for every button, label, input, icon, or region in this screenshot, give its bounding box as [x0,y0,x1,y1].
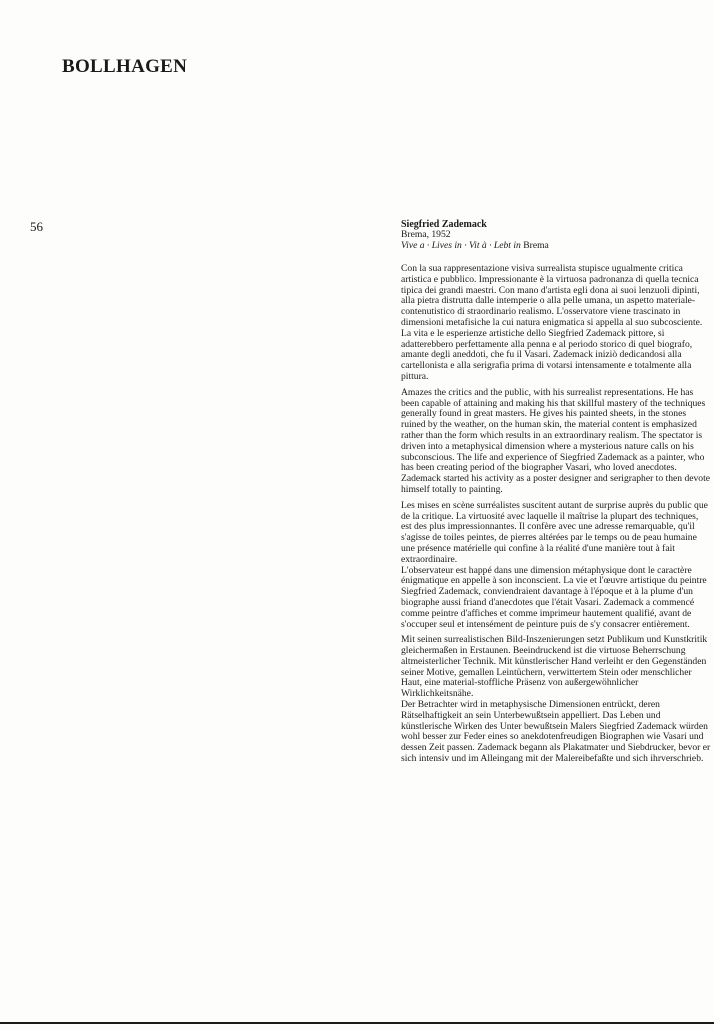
biography-french-part-2: L'observateur est happé dans une dimension métaphysique dont le caractère énigmatique en appelle à son inconscient. La vie et l'œuvre artistique du peintre Siegfried Zademack, conviendraient davantage à l'époque et à la plume d'un biographe aussi friand d'anecdotes que l'était Vasari. Zademack a commencé comme peintre d'affiches et comme imprimeur hautement qualifié, avant de s'occuper seul et intensément de peinture puis de s'y consacrer entièrement. [401,564,707,630]
biography-german-part-2: Der Betrachter wird in metaphysische Dimensionen entrückt, deren Rätselhaftigkeit an sein Unterbewußtsein appelliert. Das Leben und künstlerische Wirken des Unter bewußtsein Malers Siegfried Zademack würden wohl besser zur Feder eines so anekdotenfreudigen Biographen wie Vasari und dessen Zeit passen. Zademack begann als Plakatmater und Siebdrucker, bevor er sich intensiv und im Alleingang mit der Malereibefaßte und sich ihrverschrieb. [401,699,711,765]
birth-place-year: Brema, 1952 [401,229,451,240]
artist-surname-header: BOLLHAGEN [62,56,188,77]
residence-line [401,241,711,252]
residence-city: Brema [523,239,549,251]
biography-italian: Con la sua rappresentazione visiva surrealista stupisce ugualmente critica artistica e pubblico. Impressionante è la virtuosa padronanza di quella tecnica tipica dei grandi maestri. Con mano d'artista egli dona ai suoi lenzuoli dipinti, alla pietra distrutta dalle intemperie o alla pelle umana, un aspetto materiale-contenutistico di straordinario realismo. L'osservatore viene trascinato in dimensioni metafisiche la cui natura enigmatica si appella al suo subcosciente. La vita e le esperienze artistiche dello Siegfried Zademack pittore, si adatterebbero perfettamente alla penna e al periodo storico di quel biografo, amante degli aneddoti, che fu il Vasari. Zademack iniziò dedicandosi alla cartellonista e alla serigrafia prima di votarsi intensamente e totalmente alla pittura. [401,263,703,382]
bottom-divider [0,1022,714,1024]
artist-entry [401,219,711,770]
page-number: 56 [30,219,43,234]
biography-german-part-1: Mit seinen surrealistischen Bild-Inszenierungen setzt Publikum und Kunstkritik gleichermaßen in Erstaunen. Beeindruckend ist die virtuose Beherrschung altmeisterlicher Technik. Mit künstlerischer Hand verleiht er den Gegenständen seiner Motive, gemallen Leintüchern, verwittertem Stein oder menschlicher Haut, eine material-stoffliche Präsenz von außergewöhnlicher Wirklichkeitsnähe. [401,634,708,700]
residence-prefix: Vive a · Lives in · Vit à · Lebt in [401,239,521,251]
biography-french-part-1: Les mises en scène surréalistes suscitent autant de surprise auprès du public que de la critique. La virtuosité avec laquelle il maîtrise la plupart des techniques, est des plus impressionnantes. Il confère avec une adresse remarquable, qu'il s'agisse de toiles peintes, de pierres altérées par le temps ou de peau humaine une présence matérielle qui confine à la réalité d'une manière tout à fait extraordinaire. [401,499,708,565]
biography-english: Amazes the critics and the public, with his surrealist representations. He has been capable of attaining and making his that skillful mastery of the techniques generally found in great masters. He gives his painted sheets, in the stones ruined by the weather, on the human skin, the material content is emphasized rather than the form which results in an extraordinary realism. The spectator is driven into a metaphysical dimension where a mysterious nature calls on his subconscious. The life and experience of Siegfried Zademack as a painter, who has been creating period of the biographer Vasari, who loved anecdotes. Zademack started his activity as a poster designer and serigrapher to then devote himself totally to painting. [401,386,711,495]
artist-name: Siegfried Zademack [401,219,487,230]
